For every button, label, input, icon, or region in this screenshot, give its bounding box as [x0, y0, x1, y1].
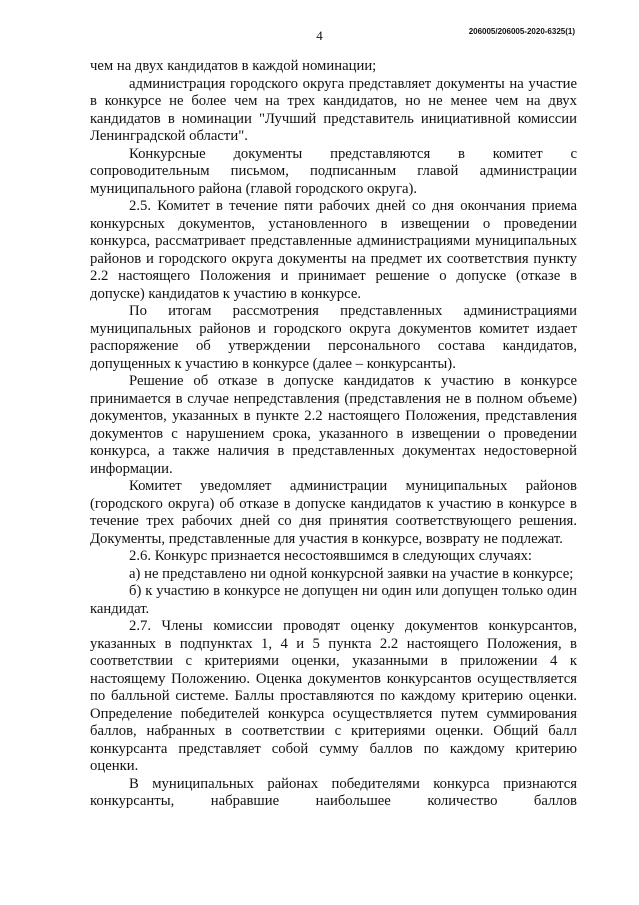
- paragraph: По итогам рассмотрения представленных администрациями муниципальных районов и городского округа документов комитет издает распоряжение об утверждении персонального состава кандидатов, допущенных к участию в конкурсе (далее – конкурсанты).: [90, 303, 577, 372]
- paragraph: Комитет уведомляет администрации муниципальных районов (городского округа) об отказе в допуске кандидатов к участию в конкурсе в течение трех рабочих дней со дня принятия соответствующего решения. Документы, представленные для участия в конкурсе, возврату не подлежат.: [90, 478, 577, 547]
- page-number: 4: [316, 28, 323, 43]
- paragraph: 2.5. Комитет в течение пяти рабочих дней со дня окончания приема конкурсных документов, установленного в извещении о проведении конкурса, рассматривает представленные администрациями муниципальных районов и городского округа документы на предмет их соответствия пункту 2.2 настоящего Положения и принимает решение о допуске (отказе в допуске) кандидатов к участию в конкурсе.: [90, 198, 577, 302]
- paragraph: 2.7. Члены комиссии проводят оценку документов конкурсантов, указанных в подпунктах 1, 4 и 5 пункта 2.2 настоящего Положения, в соответствии с критериями оценки, указанными в приложении 4 к настоящему Положению. Оценка документов конкурсантов осуществляется по балльной системе. Баллы проставляются по каждому критерию оценки. Определение победителей конкурса осуществляется путем суммирования баллов, набранных в соответствии с критериями оценки. Общий балл конкурсанта представляет собой сумму баллов по каждому критерию оценки.: [90, 618, 577, 774]
- paragraph: Конкурсные документы представляются в комитет с сопроводительным письмом, подписанным главой администрации муниципального района (главой городского округа).: [90, 145, 577, 197]
- paragraph: администрация городского округа представляет документы на участие в конкурсе не более чем на трех кандидатов, но не менее чем на двух кандидатов в номинации "Лучший представитель инициативной комиссии Ленинградской области".: [90, 75, 577, 144]
- paragraph: В муниципальных районах победителями конкурса признаются конкурсанты, набравшие наибольшее количество баллов: [90, 775, 577, 809]
- paragraph: чем на двух кандидатов в каждой номинации;: [90, 58, 377, 74]
- paragraph: б) к участию в конкурсе не допущен ни один или допущен только один кандидат.: [90, 583, 577, 617]
- paragraph: 2.6. Конкурс признается несостоявшимся в следующих случаях:: [129, 548, 533, 564]
- paragraph: Решение об отказе в допуске кандидатов к участию в конкурсе принимается в случае непредставления (представления не в полном объеме) документов, указанных в пункте 2.2 настоящего Положения, представления документов с нарушением срока, указанного в извещении о проведении конкурса, а также наличия в представленных документах недостоверной информации.: [90, 373, 577, 477]
- document-body: [90, 58, 577, 811]
- paragraph: а) не представлено ни одной конкурсной заявки на участие в конкурсе;: [129, 565, 574, 582]
- document-id: 206005/206005-2020-6325(1): [468, 27, 575, 36]
